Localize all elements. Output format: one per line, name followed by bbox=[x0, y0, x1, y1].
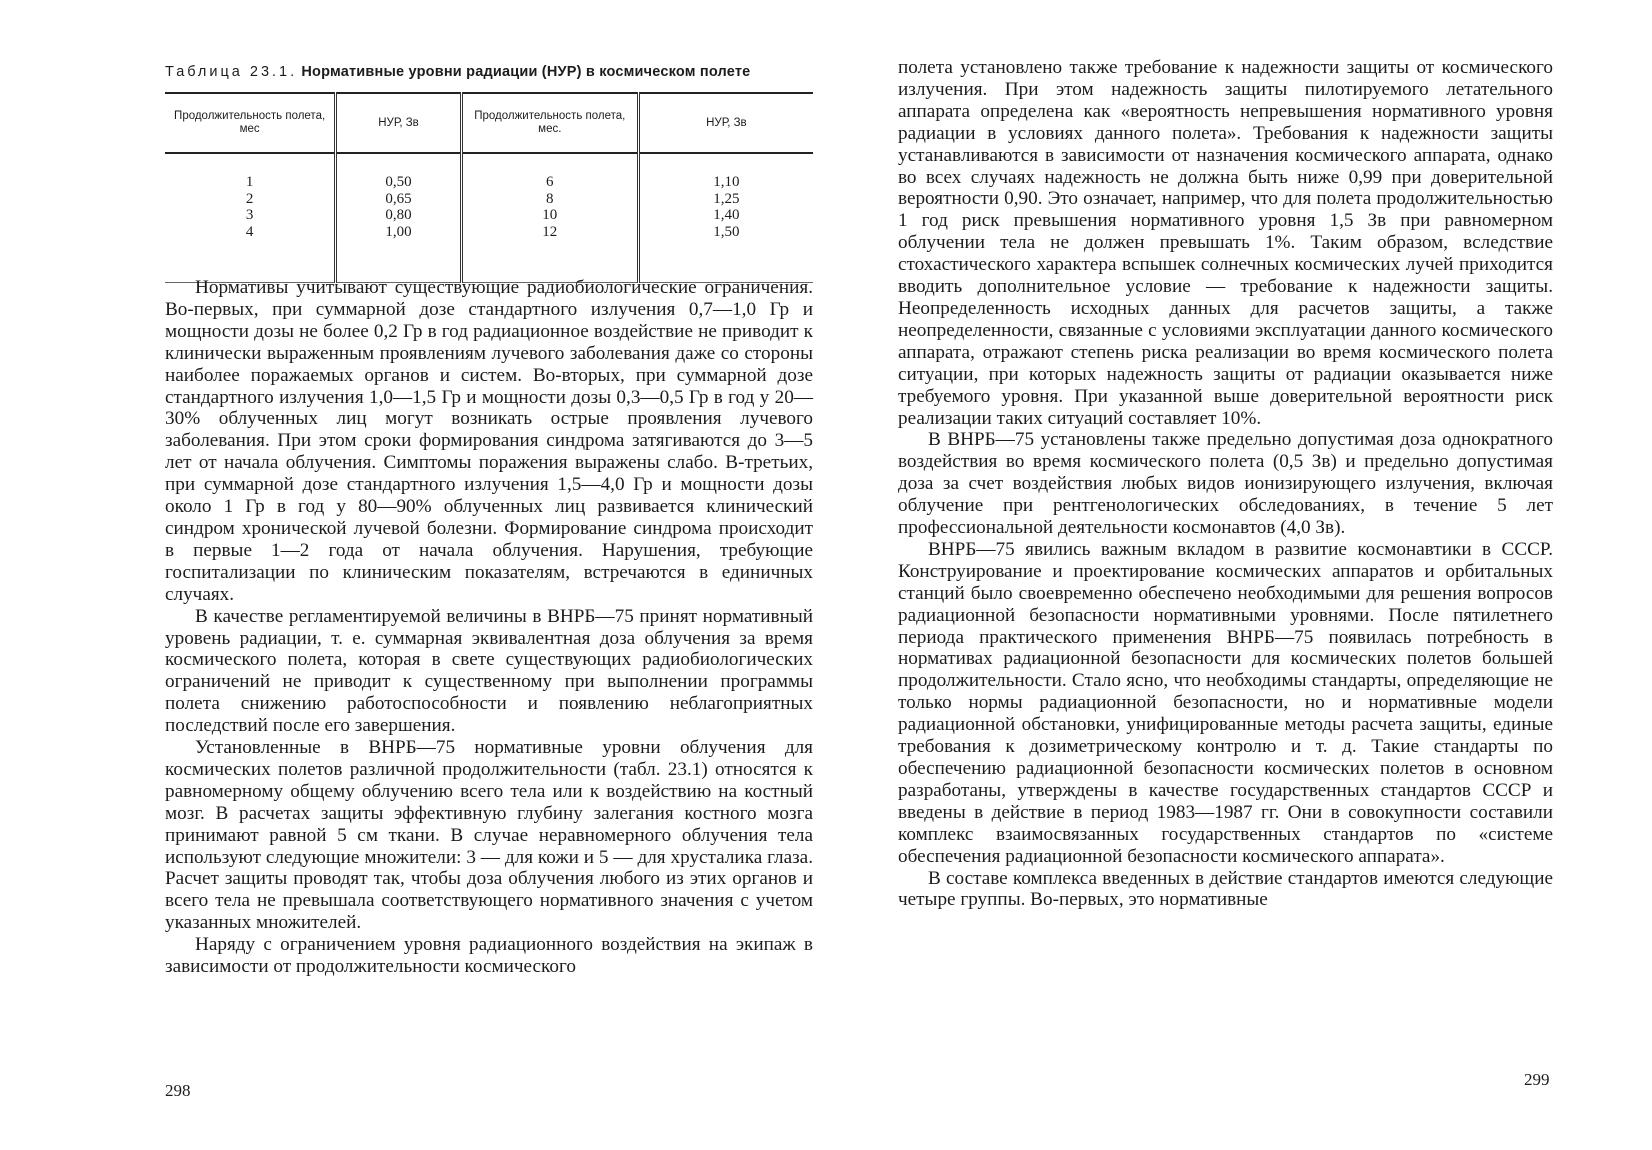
header-duration-1: Продолжительность полета, мес bbox=[165, 93, 336, 153]
table-cell: 2 bbox=[245, 190, 254, 207]
paragraph: В ВНРБ—75 установлены также предельно допустимая доза однократного воздействия во время космического полета (0,5 Зв) и предельно допустимая доза за счет воздействия любых видов ионизирующего излучения, включая облучение при рентгенологических обследованиях, в течение 5 лет профессиональной деятельности космонавтов (4,0 Зв). bbox=[898, 429, 1553, 539]
left-page-body bbox=[165, 277, 813, 978]
table-cell: 6 bbox=[546, 174, 554, 190]
column-duration-2 bbox=[461, 153, 638, 283]
page-number-right: 299 bbox=[1524, 1070, 1550, 1089]
radiation-levels-table bbox=[165, 92, 813, 283]
paragraph: В составе комплекса введенных в действие стандартов имеются следующие четыре группы. Во-первых, это нормативные bbox=[898, 867, 1553, 911]
table-cell: 0,65 bbox=[385, 190, 412, 207]
paragraph: Наряду с ограничением уровня радиационного воздействия на экипаж в зависимости от продолжительности космического bbox=[165, 934, 813, 978]
table-cell: 1,00 bbox=[385, 223, 412, 240]
paragraph: ВНРБ—75 явились важным вкладом в развитие космонавтики в СССР. Конструирование и проектирование космических аппаратов и орбитальных станций было своевременно обеспечено необходимыми для решения вопросов радиационной безопасности нормативными уровнями. После пятилетнего периода практического применения ВНРБ—75 появилась потребность в нормативах радиационной безопасности для космических полетов большей продолжительности. Стало ясно, что необходимы стандарты, определяющие не только нормы радиационной безопасности, но и нормативные модели радиационной обстановки, унифицированные методы расчета защиты, единые требования к дозиметрическому контролю и т. д. Такие стандарты по обеспечению радиационной безопасности космических полетов в основном разработаны, утверждены в качестве государственных стандартов СССР и введены в действие в период 1983—1987 гг. Они в совокупности составили комплекс взаимосвязанных государственных стандартов по «системе обеспечения радиационной безопасности космического аппарата». bbox=[898, 538, 1553, 867]
table-cell: 12 bbox=[542, 223, 558, 240]
header-nur-2: НУР, Зв bbox=[638, 93, 813, 153]
column-nur-1 bbox=[336, 153, 462, 283]
table-cell: 1,50 bbox=[713, 223, 740, 240]
right-page-body bbox=[898, 57, 1553, 911]
page-number-left: 298 bbox=[165, 1081, 191, 1100]
paragraph: Установленные в ВНРБ—75 нормативные уровни облучения для космических полетов различной продолжительности (табл. 23.1) относятся к равномерному общему облучению всего тела или к воздействию на костный мозг. В расчетах защиты эффективную глубину залегания костного мозга принимают равной 5 см ткани. В случае неравномерного облучения тела используют следующие множители: 3 — для кожи и 5 — для хрусталика глаза. Расчет защиты проводят так, чтобы доза облучения любого из этих органов и всего тела не превышала соответствующего нормативного значения с учетом указанных множителей. bbox=[165, 737, 813, 934]
table-caption-label: Таблица 23.1. bbox=[165, 64, 298, 80]
table-cell: 4 bbox=[245, 223, 254, 240]
table-cell: 1 bbox=[245, 174, 254, 190]
right-page bbox=[826, 0, 1652, 1150]
table-cell: 0,80 bbox=[385, 207, 412, 223]
table-caption-title: Нормативные уровни радиации (НУР) в космическом полете bbox=[301, 64, 751, 80]
table-cell: 1,40 bbox=[713, 207, 740, 223]
table-cell: 3 bbox=[245, 207, 254, 223]
column-duration-1 bbox=[165, 153, 336, 283]
table-cell: 1,10 bbox=[713, 174, 740, 190]
table-caption bbox=[165, 64, 813, 80]
paragraph: полета установлено также требование к надежности защиты от космического излучения. При этом надежность защиты пилотируемого летательного аппарата определена как «вероятность непревышения нормативного уровня радиации в условиях данного полета». Требования к надежности защиты устанавливаются в зависимости от назначения космического аппарата, однако во всех случаях надежность не должна быть ниже 0,99 при доверительной вероятности 0,90. Это означает, например, что для полета продолжительностью 1 год риск превышения нормативного уровня 1,5 Зв при равномерном облучении тела не должен превышать 1%. Таким образом, вследствие стохастического характера вспышек солнечных космических лучей приходится вводить дополнительное условие — требование к надежности защиты. Неопределенность исходных данных для расчетов защиты, а также неопределенности, связанные с условиями эксплуатации данного космического аппарата, отражают степень риска реализации во время космического полета ситуации, при которых надежность защиты от радиации оказывается ниже требуемого уровня. При указанной выше доверительной вероятности риск реализации таких ситуаций составляет 10%. bbox=[898, 57, 1553, 429]
header-duration-2: Продолжительность полета, мес. bbox=[461, 93, 638, 153]
paragraph: В качестве регламентируемой величины в ВНРБ—75 принят нормативный уровень радиации, т. е. суммарная эквивалентная доза облучения за время космического полета, которая в свете существующих радиобиологических ограничений не приводит к существенному при выполнении программы полета снижению работоспособности и появлению неблагоприятных последствий после его завершения. bbox=[165, 605, 813, 737]
paragraph: Нормативы учитывают существующие радиобиологические ограничения. Во-первых, при суммарной дозе стандартного излучения 0,7—1,0 Гр и мощности дозы не более 0,2 Гр в год радиационное воздействие не приводит к клинически выраженным проявлениям лучевого заболевания даже со стороны наиболее поражаемых органов и систем. Во-вторых, при суммарной дозе стандартного излучения 1,0—1,5 Гр и мощности дозы 0,3—0,5 Гр в год у 20—30% облученных лиц могут возникать острые проявления лучевого заболевания. При этом сроки формирования синдрома затягиваются до 3—5 лет от начала облучения. Симптомы поражения выражены слабо. В-третьих, при суммарной дозе стандартного излучения 1,5—4,0 Гр и мощности дозы около 1 Гр в год у 80—90% облученных лиц развивается клинический синдром хронической лучевой болезни. Формирование синдрома происходит в первые 1—2 года от начала облучения. Нарушения, требующие госпитализации по клиническим показателям, встречаются в единичных случаях. bbox=[165, 277, 813, 605]
table-body-row bbox=[165, 153, 813, 283]
header-nur-1: НУР, Зв bbox=[336, 93, 462, 153]
table-cell: 0,50 bbox=[385, 174, 412, 190]
table-cell: 10 bbox=[542, 207, 558, 223]
column-nur-2 bbox=[638, 153, 813, 283]
table-header-row bbox=[165, 93, 813, 153]
table-cell: 8 bbox=[546, 190, 554, 207]
table-cell: 1,25 bbox=[713, 190, 740, 207]
